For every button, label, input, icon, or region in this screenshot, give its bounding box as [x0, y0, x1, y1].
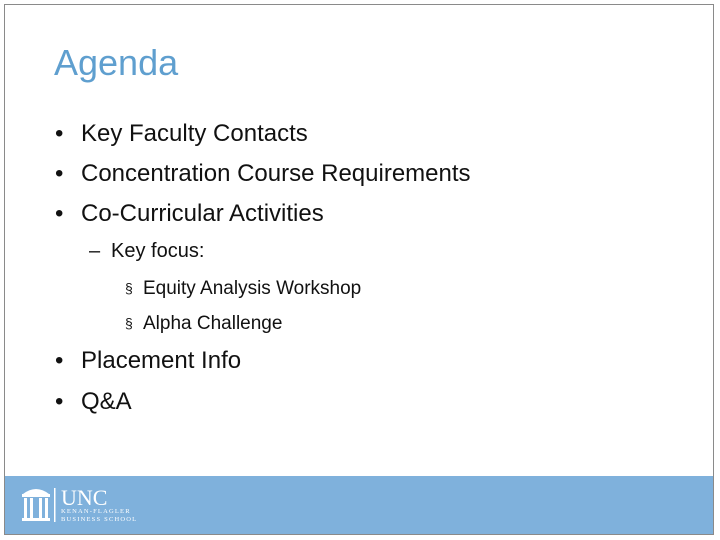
sub-bullet-item: [89, 240, 204, 263]
bullet-marker: •: [55, 160, 64, 187]
bullet-marker: •: [55, 388, 64, 415]
bullet-marker: §: [125, 315, 133, 331]
bullet-text: Key Faculty Contacts: [81, 120, 308, 147]
bullet-item: [55, 347, 241, 375]
logo-divider: [54, 488, 56, 522]
sub-sub-bullet-item: [125, 313, 282, 335]
footer-bar: [5, 476, 713, 534]
bullet-item: [55, 120, 308, 148]
bullet-item: [55, 160, 471, 188]
bullet-marker: •: [55, 120, 64, 147]
bullet-text: Key focus:: [111, 240, 205, 262]
logo-unc: UNC: [61, 485, 108, 510]
logo-line-2: BUSINESS SCHOOL: [61, 516, 138, 523]
slide-title: Agenda: [54, 42, 179, 83]
bullet-text: Placement Info: [81, 347, 242, 374]
bullet-text: Equity Analysis Workshop: [143, 278, 362, 299]
bullet-text: Q&A: [81, 388, 132, 415]
bullet-text: Alpha Challenge: [143, 313, 283, 334]
bullet-item: [55, 200, 324, 228]
old-well-icon: [22, 489, 50, 521]
bullet-marker: –: [89, 240, 101, 262]
bullet-text: Concentration Course Requirements: [81, 160, 471, 187]
sub-sub-bullet-item: [125, 278, 361, 300]
bullet-text: Co-Curricular Activities: [81, 200, 324, 227]
bullet-marker: •: [55, 200, 64, 227]
bullet-marker: •: [55, 347, 64, 374]
bullet-marker: §: [125, 280, 133, 296]
bullet-item: [55, 388, 132, 416]
unc-kenan-flagler-logo: [19, 484, 159, 524]
slide: [4, 4, 714, 535]
logo-line-1: KENAN-FLAGLER: [61, 508, 131, 515]
